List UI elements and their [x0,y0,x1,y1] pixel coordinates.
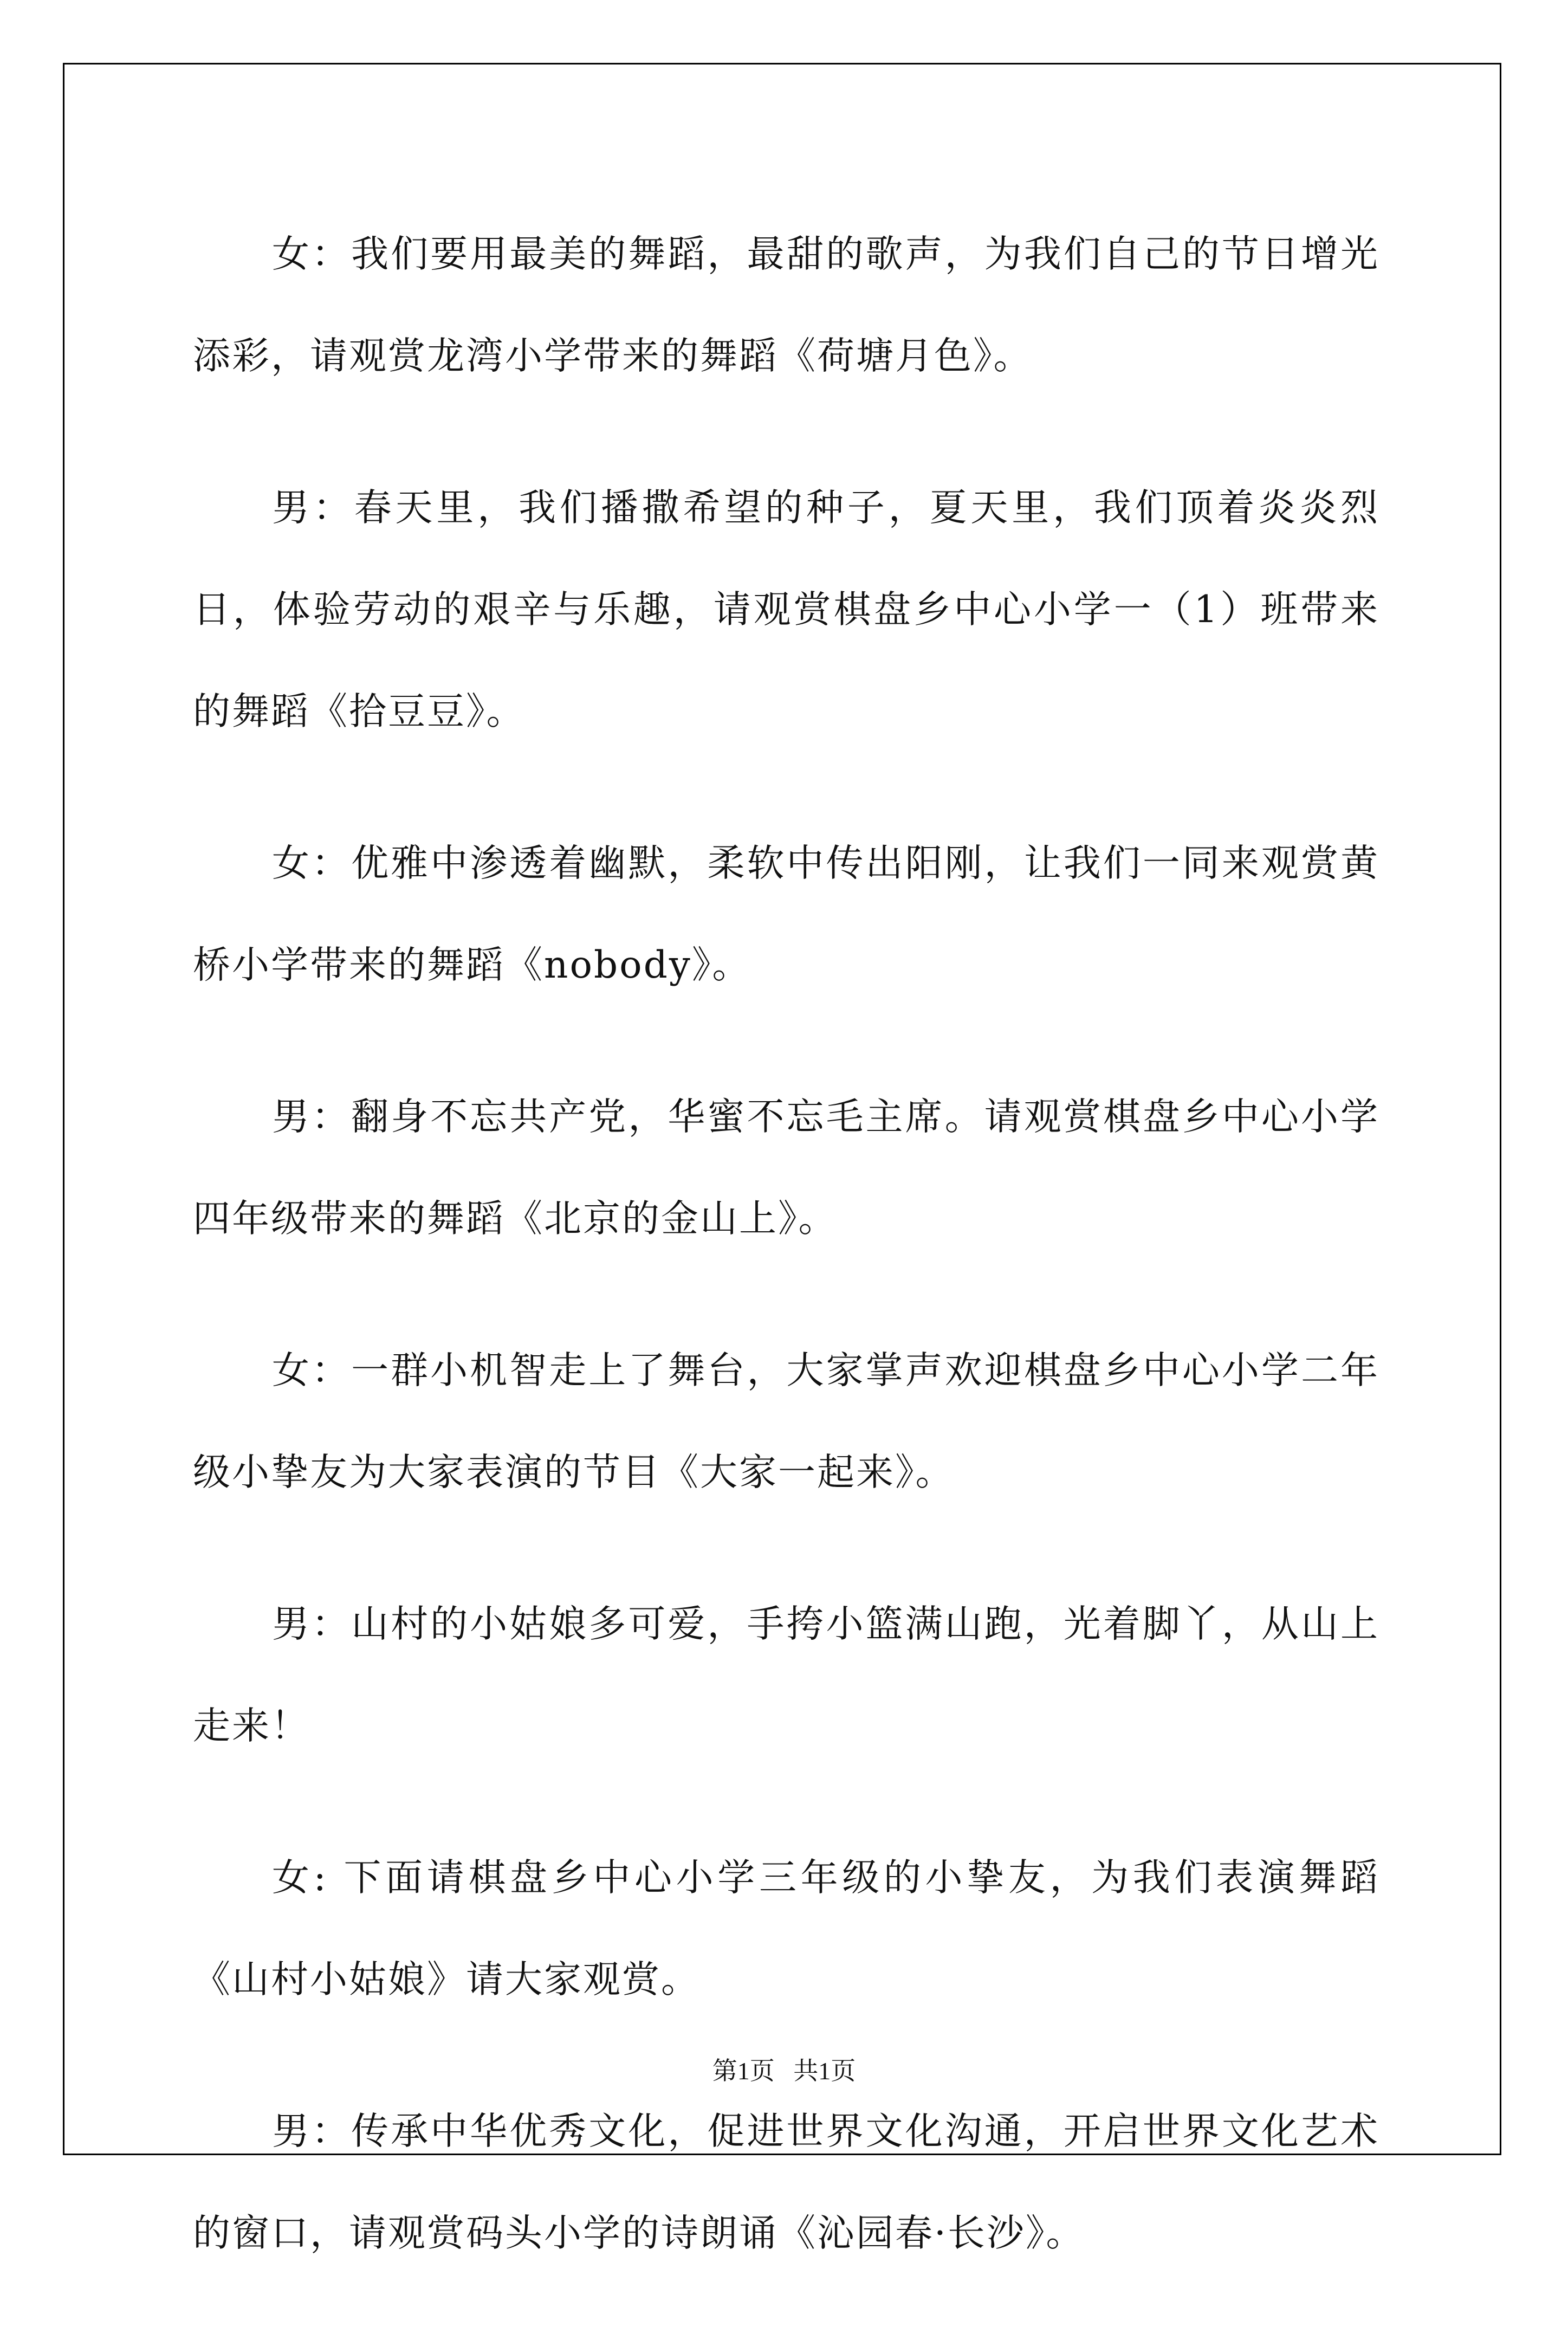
paragraph-6: 男：山村的小姑娘多可爱，手挎小篮满山跑，光着脚丫，从山上走来！ [193,1602,1379,1748]
paragraph-5: 女：一群小机智走上了舞台，大家掌声欢迎棋盘乡中心小学二年级小挚友为大家表演的节目《大家一起来》。 [193,1349,1379,1494]
paragraph-7: 女: 下面请棋盘乡中心小学三年级的小挚友，为我们表演舞蹈《山村小姑娘》请大家观赏。 [193,1856,1379,2001]
paragraph-3: 女：优雅中渗透着幽默，柔软中传出阳刚，让我们一同来观赏黄桥小学带来的舞蹈《nobody》。 [193,842,1379,987]
paragraph-1: 女：我们要用最美的舞蹈，最甜的歌声，为我们自己的节日增光添彩，请观赏龙湾小学带来的舞蹈《荷塘月色》。 [193,232,1379,378]
page-number-footer: 第1页 共1页 [712,2057,856,2085]
document-body [193,203,1379,2334]
paragraph-4: 男：翻身不忘共产党，华蜜不忘毛主席。请观赏棋盘乡中心小学四年级带来的舞蹈《北京的金山上》。 [193,1095,1379,1240]
paragraph-8: 男：传承中华优秀文化，促进世界文化沟通，开启世界文化艺术的窗口，请观赏码头小学的诗朗诵《沁园春·长沙》。 [193,2110,1379,2255]
paragraph-2: 男：春天里，我们播撒希望的种子，夏天里，我们顶着炎炎烈日，体验劳动的艰辛与乐趣，请观赏棋盘乡中心小学一（1）班带来的舞蹈《拾豆豆》。 [193,486,1379,733]
